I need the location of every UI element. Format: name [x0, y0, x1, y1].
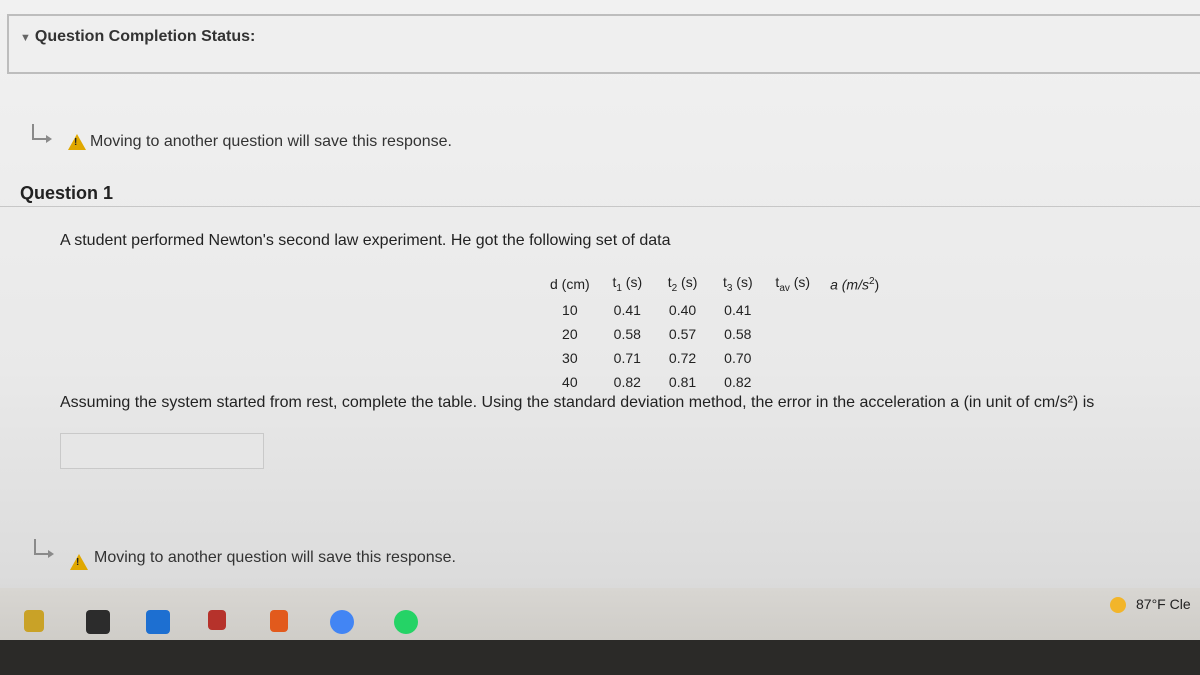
question-prompt: Assuming the system started from rest, complete the table. Using the standard deviation method, the error in the acceleration a (in unit of cm/s²) is [60, 394, 1095, 411]
cell-t2: 0.72 [668, 349, 697, 366]
monitor-bezel [0, 640, 1200, 675]
app-icon[interactable] [270, 610, 288, 632]
table-row [540, 298, 889, 322]
cell-t3: 0.82 [724, 373, 752, 390]
weather-widget[interactable] [1110, 596, 1191, 613]
header-d: d (cm) [550, 275, 590, 292]
gift-icon[interactable] [208, 610, 226, 630]
whatsapp-icon[interactable] [394, 610, 418, 634]
cell-tav [765, 322, 820, 346]
calculator-icon[interactable] [86, 610, 110, 634]
return-arrow-icon [32, 124, 46, 140]
cell-t1: 0.58 [613, 325, 641, 342]
header-t1: $t_1$ (s) [612, 274, 643, 294]
header-a: a $(m/s^2)$ [830, 275, 880, 293]
warning-icon: ! [68, 134, 86, 150]
sun-icon [1110, 597, 1126, 613]
cell-t1: 0.82 [613, 373, 641, 390]
cell-a [820, 370, 889, 394]
return-arrow-icon [34, 539, 48, 555]
cell-a [820, 298, 889, 322]
cell-a [820, 322, 889, 346]
question-label: Question 1 [20, 183, 114, 203]
cell-t3: 0.41 [724, 301, 752, 318]
data-table [540, 272, 889, 394]
cell-d: 10 [562, 301, 578, 318]
cell-t2: 0.81 [668, 373, 697, 390]
file-explorer-icon[interactable] [24, 610, 44, 632]
warning-icon: ! [70, 554, 88, 570]
cell-t2: 0.57 [668, 325, 697, 342]
save-warning-top: Moving to another question will save this response. [90, 133, 452, 150]
header-t2: $t_2$ (s) [667, 274, 698, 294]
cell-a [820, 346, 889, 370]
chrome-icon[interactable] [330, 610, 354, 634]
header-tav: $t_{av}$ (s) [775, 274, 811, 294]
question-intro: A student performed Newton's second law experiment. He got the following set of data [60, 232, 671, 249]
cell-t1: 0.71 [613, 349, 641, 366]
cell-tav [765, 298, 820, 322]
cell-t3: 0.58 [724, 325, 752, 342]
cell-tav [765, 346, 820, 370]
cell-d: 30 [562, 349, 578, 366]
cell-d: 40 [562, 373, 578, 390]
header-t3: $t_3$ (s) [722, 274, 753, 294]
chevron-down-icon: ▼ [20, 32, 31, 44]
completion-status-toggle[interactable] [20, 28, 255, 46]
cell-t2: 0.40 [668, 301, 697, 318]
taskbar [0, 588, 1200, 640]
table-row [540, 370, 889, 394]
divider [0, 206, 1200, 207]
weather-text: 87°F Cle [1136, 596, 1191, 612]
cell-t1: 0.41 [613, 301, 641, 318]
cell-d: 20 [562, 325, 578, 342]
table-header-row [540, 272, 889, 298]
cell-t3: 0.70 [724, 349, 752, 366]
mail-icon[interactable] [146, 610, 170, 634]
answer-input[interactable] [60, 433, 264, 469]
table-row [540, 346, 889, 370]
table-row [540, 322, 889, 346]
cell-tav [765, 370, 820, 394]
completion-status-title: Question Completion Status: [34, 28, 256, 45]
save-warning-bottom: Moving to another question will save this response. [94, 549, 456, 566]
